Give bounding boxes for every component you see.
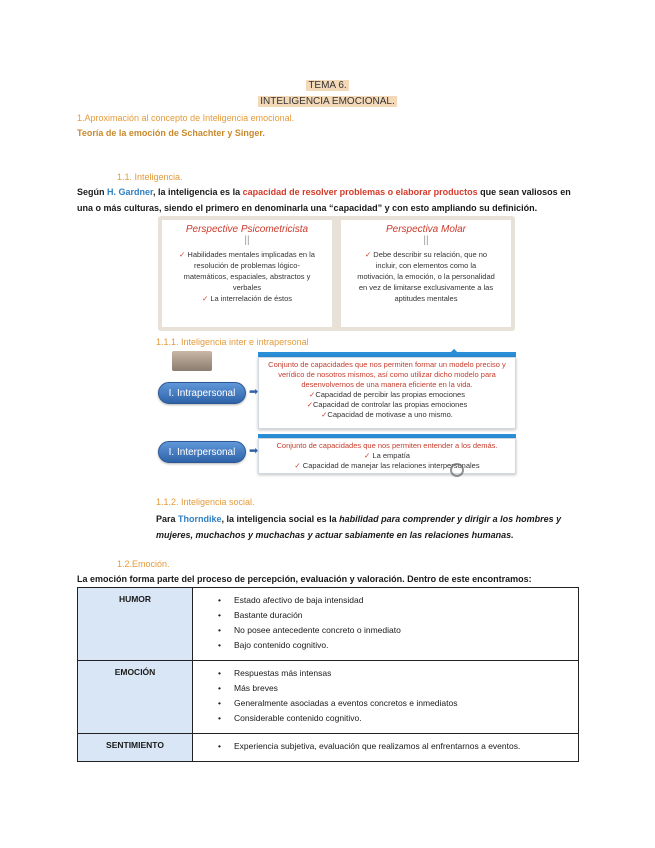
subsection-1-1: 1.1. Inteligencia. [117, 172, 183, 182]
doc-title-line2: INTELIGENCIA EMOCIONAL. [260, 96, 395, 107]
text-line: ✓ Habilidades mentales implicadas en la [179, 250, 315, 259]
interpersonal-box [258, 438, 516, 474]
text-line: desenvolvernos de una manera eficiente en la vida. [301, 380, 473, 389]
text-line: ✓Capacidad de controlar las propias emociones [306, 400, 468, 409]
table-row [78, 588, 579, 661]
doc-title-line1: TEMA 6. [308, 80, 347, 91]
emotion-table [77, 587, 579, 762]
psychometric-text [162, 247, 332, 304]
text-line: en vez de limitarse exclusivamente a las [358, 283, 494, 292]
intelligence-diagram: ◆ Conjunto de capacidades que nos permiten formar un modelo preciso y verídico de nosotros mismos, así como utilizar dicho modelo para desenvolvernos de una manera eficiente en la vida. ✓Capacidad de percibir las propias emociones ✓Capacidad de controlar las propias emociones ✓Capacidad de motivase a uno mismo. I. Intrapersonal ➡ Conjunto de capacidades que nos permiten entender a los demás. ✓ La empatía ✓ Capacidad de manejar las relaciones interpersonales I. Interpersonal ➡ [158, 347, 518, 479]
list-item: • Estado afectivo de baja intensidad [194, 593, 577, 608]
subsection-1-1-2: 1.1.2. Inteligencia social. [156, 497, 255, 507]
theory-heading: Teoría de la emoción de Schachter y Singer. [77, 128, 265, 138]
molar-perspective: Perspectiva Molar || ✓ Debe describir su relación, que no incluir, con elementos como la motivación, la emoción, o la personalidad en vez de limitarse exclusivamente a las aptitudes mentales [341, 220, 511, 327]
intrapersonal-box [258, 357, 516, 429]
interpersonal-pill: I. Interpersonal [158, 441, 246, 463]
text-line: ✓Capacidad de percibir las propias emociones [309, 390, 465, 399]
arrow-right-icon: ➡ [249, 445, 259, 457]
row-label: HUMOR [78, 588, 193, 661]
text-line: ✓ Capacidad de manejar las relaciones interpersonales [294, 461, 480, 470]
list-item: • Respuestas más intensas [194, 666, 577, 681]
text-line: ✓Capacidad de motivase a uno mismo. [321, 410, 453, 419]
psychometric-title: Perspective Psicometricista [185, 224, 309, 235]
table-row [78, 734, 579, 762]
list-item: • Experiencia subjetiva, evaluación que realizamos al enfrentarnos a eventos. [194, 739, 577, 754]
portrait-photo [172, 351, 212, 371]
text-line: ✓ Debe describir su relación, que no [364, 250, 488, 259]
list-item: • Bajo contenido cognitivo. [194, 638, 577, 653]
section-heading-1: 1.Aproximación al concepto de Inteligencia emocional. [77, 113, 295, 123]
list-item: • No posee antecedente concreto o inmediato [194, 623, 577, 638]
emotion-intro: La emoción forma parte del proceso de percepción, evaluación y valoración. Dentro de este encontramos: [77, 574, 532, 584]
text-line: resolución de problemas lógico- [194, 261, 300, 270]
text-line: ✓ La empatía [364, 451, 410, 460]
text-line: incluir, con elementos como la [375, 261, 477, 270]
text-line: verídico de nosotros mismos, así como utilizar dicho modelo para [278, 370, 496, 379]
perspectives-image [158, 216, 515, 331]
cursor-icon [450, 463, 464, 477]
gardner-paragraph: Según H. Gardner, la inteligencia es la capacidad de resolver problemas o elaborar productos que sean valiosos en una o más culturas, siendo el primero en denominarla una “capacidad” y con esto ampliando su definición. [77, 187, 571, 213]
row-label: SENTIMIENTO [78, 734, 193, 762]
molar-text [341, 247, 511, 304]
text-line: Conjunto de capacidades que nos permiten formar un modelo preciso y [268, 360, 506, 369]
thorndike-paragraph: Para Thorndike, la inteligencia social es la habilidad para comprender y dirigir a los hombres y mujeres, muchachos y muchachas y actuar sabiamente en las relaciones humanas. [156, 514, 562, 540]
table-row [78, 661, 579, 734]
text-line: motivación, la emoción, o la personalidad [357, 272, 495, 281]
gardner-highlight: capacidad de resolver problemas o elaborar productos [242, 187, 478, 197]
molar-title: Perspectiva Molar [385, 224, 467, 235]
thorndike-name: Thorndike [178, 514, 222, 524]
list-item: • Más breves [194, 681, 577, 696]
intrapersonal-pill: I. Intrapersonal [158, 382, 246, 404]
text-line: ✓ La interrelación de éstos [201, 294, 293, 303]
text-line: matemáticos, espaciales, abstractos y [183, 272, 311, 281]
text-line: Conjunto de capacidades que nos permiten entender a los demás. [276, 441, 498, 450]
text-line: aptitudes mentales [394, 294, 458, 303]
arrow-right-icon: ➡ [249, 386, 259, 398]
list-item: • Bastante duración [194, 608, 577, 623]
list-item: • Generalmente asociadas a eventos concretos e inmediatos [194, 696, 577, 711]
subsection-1-1-1: 1.1.1. Inteligencia inter e intrapersonal [156, 337, 309, 347]
subsection-1-2: 1.2.Emoción. [117, 559, 170, 569]
gardner-name: H. Gardner [107, 187, 154, 197]
psychometric-perspective: Perspective Psicometricista || ✓ Habilidades mentales implicadas en la resolución de problemas lógico- matemáticos, espaciales, abstractos y verbales ✓ La interrelación de éstos [162, 220, 332, 327]
row-label: EMOCIÓN [78, 661, 193, 734]
text-line: verbales [232, 283, 262, 292]
list-item: • Considerable contenido cognitivo. [194, 711, 577, 726]
